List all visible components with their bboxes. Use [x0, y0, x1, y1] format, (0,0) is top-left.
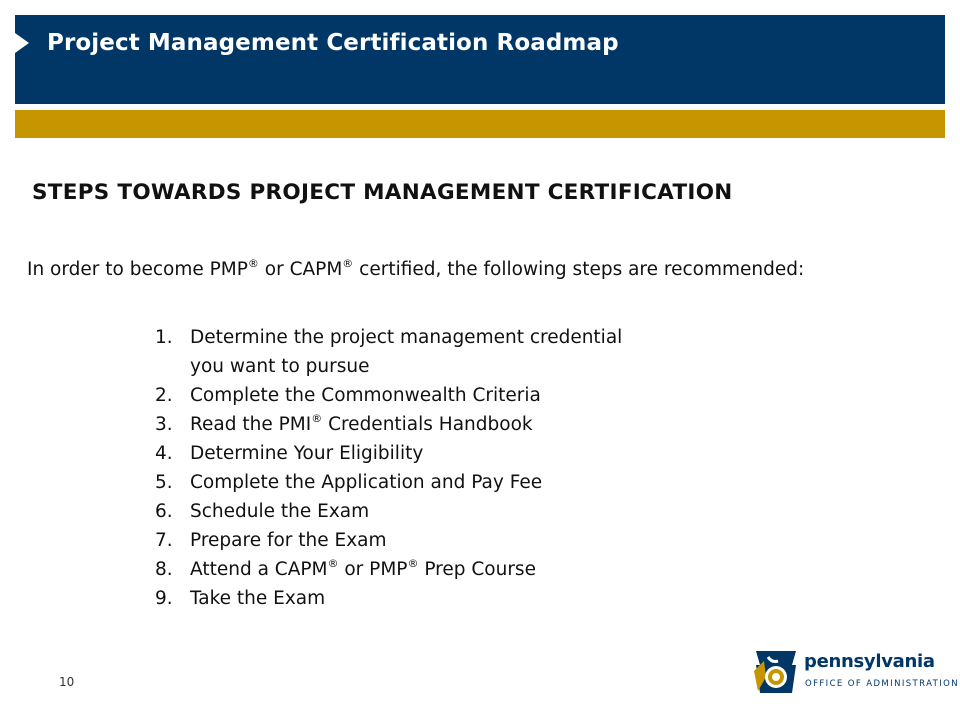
step-number: 6.	[155, 501, 173, 522]
list-item	[155, 497, 715, 526]
registered-mark: ®	[327, 557, 339, 570]
step-number: 2.	[155, 385, 173, 406]
step-text: Determine the project management credential you want to pursue	[190, 327, 623, 377]
step-text: Complete the Application and Pay Fee	[190, 472, 543, 493]
intro-text-1: In order to become PMP	[27, 259, 248, 280]
registered-mark: ®	[407, 557, 419, 570]
step-number: 8.	[155, 559, 173, 580]
step-text-part: Read the PMI	[190, 414, 312, 435]
pennsylvania-logo	[752, 647, 959, 697]
step-number: 4.	[155, 443, 173, 464]
step-number: 7.	[155, 530, 173, 551]
step-text: Schedule the Exam	[190, 501, 370, 522]
step-text	[190, 555, 715, 584]
registered-mark: ®	[247, 257, 259, 270]
step-text-part: Credentials Handbook	[322, 414, 533, 435]
list-item	[155, 381, 715, 410]
registered-mark: ®	[342, 257, 354, 270]
logo-wordmark: pennsylvania	[804, 651, 935, 672]
step-text: Take the Exam	[190, 588, 326, 609]
logo-subtitle: OFFICE OF ADMINISTRATION	[805, 679, 959, 689]
step-text: Complete the Commonwealth Criteria	[190, 385, 541, 406]
title-bar	[15, 15, 945, 104]
list-item	[155, 584, 715, 613]
list-item	[155, 526, 715, 555]
step-text: Determine Your Eligibility	[190, 443, 424, 464]
step-text-part: Attend a CAPM	[190, 559, 328, 580]
step-number: 3.	[155, 414, 173, 435]
step-number: 5.	[155, 472, 173, 493]
list-item	[155, 468, 715, 497]
list-item	[155, 439, 715, 468]
step-text-part: Prep Course	[418, 559, 536, 580]
registered-mark: ®	[311, 412, 323, 425]
title-arrow-icon	[15, 33, 29, 53]
step-text	[190, 410, 715, 439]
step-text-part: or PMP	[338, 559, 408, 580]
step-number: 9.	[155, 588, 173, 609]
step-text: Prepare for the Exam	[190, 530, 387, 551]
page-number: 10	[59, 675, 75, 689]
step-number: 1.	[155, 327, 173, 348]
intro-text-3: certified, the following steps are recommended:	[353, 259, 805, 280]
page-title: Project Management Certification Roadmap	[47, 30, 619, 56]
list-item	[155, 555, 715, 584]
list-item	[155, 323, 715, 381]
section-heading: STEPS TOWARDS PROJECT MANAGEMENT CERTIFICATION	[32, 180, 733, 205]
steps-list	[155, 323, 715, 613]
intro-paragraph	[27, 256, 827, 284]
list-item	[155, 410, 715, 439]
intro-text-2: or CAPM	[258, 259, 343, 280]
keystone-logo-icon	[752, 647, 800, 697]
accent-bar	[15, 110, 945, 138]
